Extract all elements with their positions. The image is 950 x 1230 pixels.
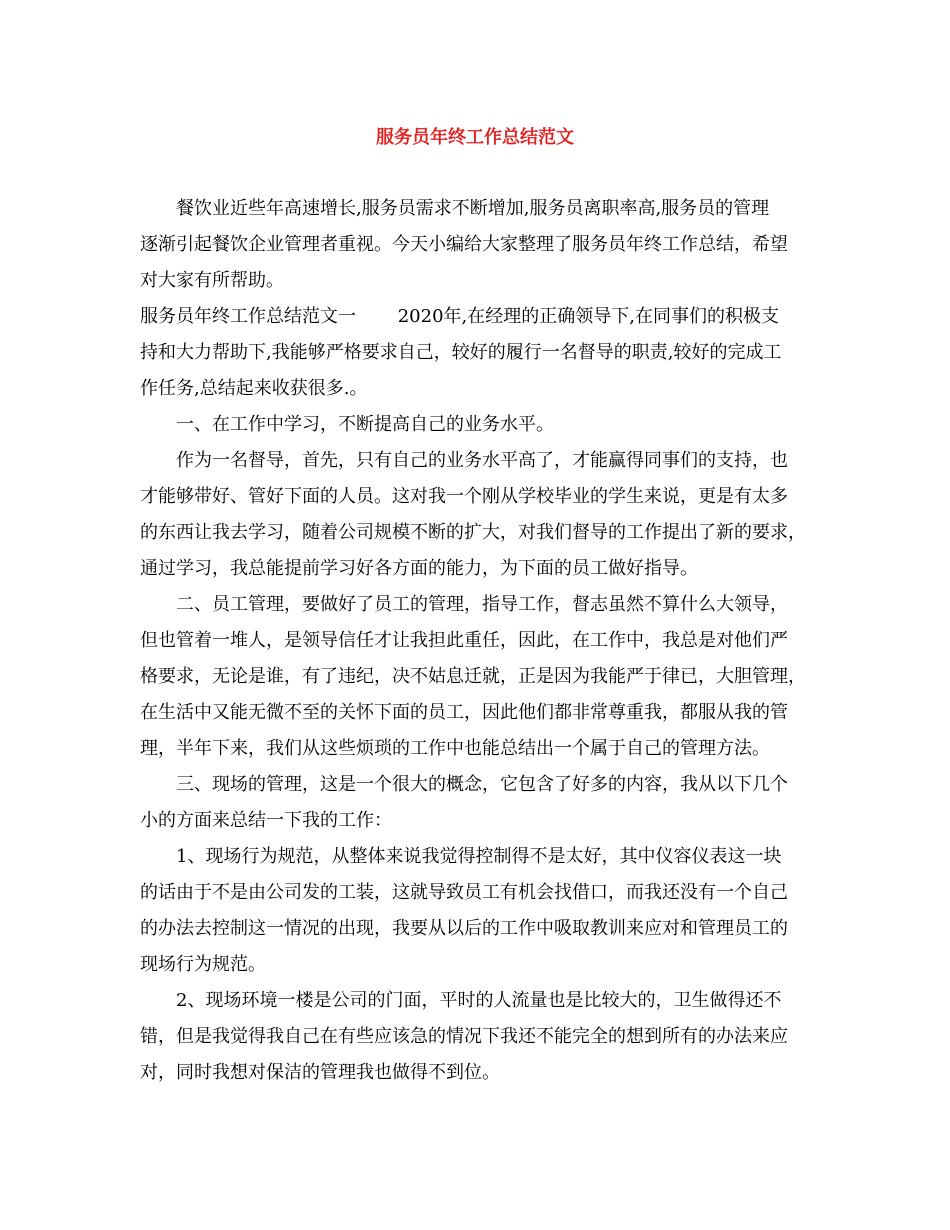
paragraph-line: 作为一名督导，首先，只有自己的业务水平高了，才能赢得同事们的支持，也: [176, 450, 788, 471]
paragraph-line: 但也管着一堆人，是领导信任才让我担此重任，因此，在工作中，我总是对他们严: [140, 630, 788, 651]
paragraph-line: 的办法去控制这一情况的出现，我要从以后的工作中吸取教训来应对和管理员工的: [140, 918, 788, 939]
paragraph-line: 才能够带好、管好下面的人员。这对我一个刚从学校毕业的学生来说，更是有太多: [140, 486, 788, 507]
paragraph-line: 在生活中又能无微不至的关怀下面的员工，因此他们都非常尊重我，都服从我的管: [140, 702, 788, 723]
paragraph-line: 的东西让我去学习，随着公司规模不断的扩大，对我们督导的工作提出了新的要求，: [140, 522, 806, 543]
paragraph-line: 小的方面来总结一下我的工作：: [140, 810, 392, 831]
paragraph-line: 服务员年终工作总结范文一 2020年,在经理的正确领导下,在同事们的积极支: [140, 306, 779, 327]
paragraph-line: 对，同时我想对保洁的管理我也做得不到位。: [140, 1062, 500, 1083]
paragraph-line: 理，半年下来，我们从这些烦琐的工作中也能总结出一个属于自己的管理方法。: [140, 738, 770, 759]
paragraph-line: 持和大力帮助下,我能够严格要求自己，较好的履行一名督导的职责,较好的完成工: [140, 342, 782, 363]
paragraph-line: 一、在工作中学习，不断提高自己的业务水平。: [176, 414, 554, 435]
paragraph-line: 的话由于不是由公司发的工装，这就导致员工有机会找借口，而我还没有一个自己: [140, 882, 788, 903]
paragraph-line: 对大家有所帮助。: [140, 270, 284, 291]
paragraph-line: 逐渐引起餐饮企业管理者重视。今天小编给大家整理了服务员年终工作总结，希望: [140, 234, 788, 255]
paragraph-line: 作任务,总结起来收获很多.。: [140, 378, 368, 399]
paragraph-line: 通过学习，我总能提前学习好各方面的能力，为下面的员工做好指导。: [140, 558, 698, 579]
document-title: 服务员年终工作总结范文: [376, 127, 574, 148]
paragraph-line: 二、员工管理，要做好了员工的管理，指导工作，督志虽然不算什么大领导，: [176, 594, 788, 615]
paragraph-line: 现场行为规范。: [140, 954, 266, 975]
paragraph-line: 三、现场的管理，这是一个很大的概念，它包含了好多的内容，我从以下几个: [176, 774, 788, 795]
paragraph-line: 格要求，无论是谁，有了违纪，决不姑息迁就，正是因为我能严于律已，大胆管理，: [140, 666, 806, 687]
paragraph-line: 1、现场行为规范，从整体来说我觉得控制得不是太好，其中仪容仪表这一块: [176, 846, 782, 867]
paragraph-line: 餐饮业近些年高速增长,服务员需求不断增加,服务员离职率高,服务员的管理: [176, 198, 770, 219]
paragraph-line: 错，但是我觉得我自己在有些应该急的情况下我还不能完全的想到所有的办法来应: [140, 1026, 788, 1047]
paragraph-line: 2、现场环境一楼是公司的门面，平时的人流量也是比较大的，卫生做得还不: [176, 990, 782, 1011]
